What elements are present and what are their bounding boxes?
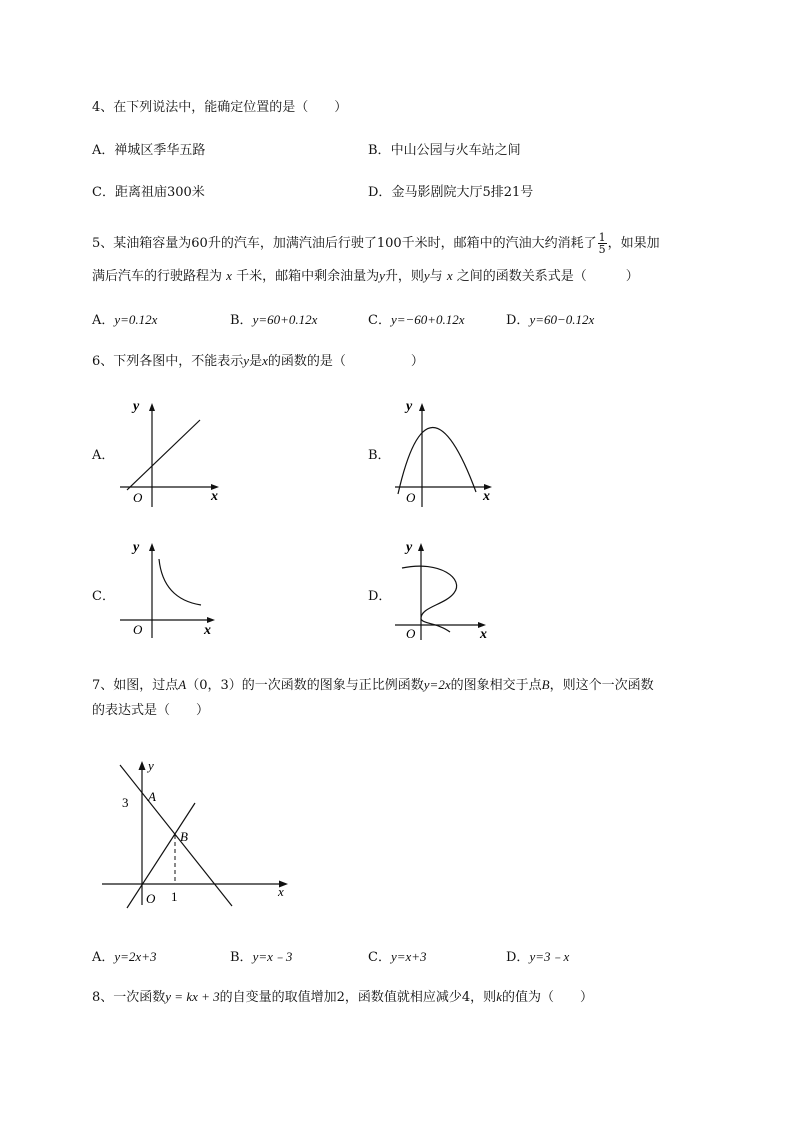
q8-text-b: 的自变量的取值增加2，函数值就相应减少4，则 — [219, 990, 497, 1005]
line-y-3-minus-x — [120, 765, 232, 906]
q5-option-c — [368, 311, 465, 330]
label-point-b: B — [180, 829, 188, 844]
q7-stem-line1 — [92, 676, 654, 695]
q7-text-c: 的图象相交于点 — [450, 678, 542, 693]
graph-a-label: A． — [92, 448, 115, 463]
q7-text-d: ，则这个一次函数 — [549, 678, 654, 693]
y-axis-arrow — [418, 543, 424, 551]
y-axis-arrow — [139, 761, 146, 770]
q5-option-a — [92, 311, 157, 330]
q7-text-a: 7、如图，过点 — [92, 678, 179, 693]
option-label: D． — [506, 950, 530, 965]
q5-text-d: 与 — [429, 269, 443, 284]
graph-c-hyperbola — [159, 559, 201, 605]
line-y-2x — [127, 803, 195, 908]
option-text: y=60+0.12x — [252, 312, 318, 327]
q7-stem-line2: 的表达式是（ ） — [92, 703, 210, 718]
fraction-denominator: 5 — [598, 243, 606, 256]
axis-label-x: x — [480, 627, 487, 642]
option-label: B． — [368, 143, 391, 158]
graph-c — [115, 535, 225, 640]
option-text: y=60−0.12x — [529, 312, 595, 327]
graph-a-line — [127, 420, 200, 490]
q5-stem-part1: 5、某油箱容量为60升的汽车，加满汽油后行驶了100千米时，邮箱中的汽油大约消耗了 — [92, 236, 597, 251]
q5-text-a: 满后汽车的行驶路程为 — [92, 269, 223, 284]
option-label: C． — [368, 313, 391, 328]
axis-label-x: x — [211, 489, 218, 504]
q4-option-a — [92, 142, 205, 160]
q4-stem: 4、在下列说法中，能确定位置的是（ ） — [92, 100, 348, 115]
q4-option-b — [368, 142, 521, 160]
var-y: y — [423, 268, 430, 283]
option-text: y=2x+3 — [114, 949, 157, 964]
var-k: k — [496, 989, 502, 1004]
q7-option-a — [92, 948, 156, 967]
q8-text-a: 8、一次函数 — [92, 990, 166, 1005]
option-text: 禅城区季华五路 — [114, 143, 206, 158]
option-text: y=x﹣3 — [252, 949, 293, 964]
q7-option-b — [230, 948, 292, 967]
graph-d-curve — [402, 566, 457, 632]
var-y: y — [243, 353, 250, 368]
option-label: D． — [506, 313, 530, 328]
origin-label: O — [406, 626, 416, 641]
q5-text-b: 千米，邮箱中剩余油量为 — [236, 269, 380, 284]
option-text: 距离祖庙300米 — [114, 185, 205, 200]
q8-stem — [92, 988, 593, 1007]
q4-option-c — [92, 184, 205, 202]
label-x: x — [278, 884, 284, 899]
option-text: 金马影剧院大厅5排21号 — [391, 185, 534, 200]
option-label: B． — [230, 313, 253, 328]
label-point-a: A — [148, 789, 156, 804]
q6-stem — [92, 352, 424, 371]
option-label: D． — [368, 185, 392, 200]
q7-option-d — [506, 948, 569, 967]
q5-stem-part2: ，如果加 — [607, 236, 660, 251]
option-label: A． — [92, 313, 115, 328]
var-y: y — [379, 268, 385, 283]
q6-text-c: 的函数的是（ ） — [267, 354, 424, 369]
y-axis-arrow — [419, 403, 425, 411]
option-text: y=3﹣x — [529, 949, 570, 964]
graph-c-label: C． — [92, 589, 115, 604]
axis-label-x: x — [483, 489, 490, 504]
y-axis-arrow — [149, 543, 155, 551]
graph-d — [390, 535, 500, 640]
graph-b — [390, 392, 500, 507]
option-text: y=x+3 — [390, 949, 427, 964]
var-x: x — [226, 268, 232, 283]
option-label: A． — [92, 143, 115, 158]
option-label: B． — [230, 950, 253, 965]
q5-stem-line1 — [92, 232, 660, 255]
origin-label: O — [133, 490, 143, 505]
q7-option-c — [368, 948, 427, 967]
axis-label-y: y — [133, 540, 140, 555]
graph-d-label: D． — [368, 589, 392, 604]
q7-func: y=2x — [423, 677, 451, 692]
axis-label-y: y — [406, 540, 413, 555]
axis-label-y: y — [406, 399, 413, 414]
q7-text-b: （0，3）的一次函数的图象与正比例函数 — [186, 678, 424, 693]
axis-label-x: x — [204, 623, 211, 638]
q8-text-c: 的值为（ ） — [501, 990, 593, 1005]
var-x: x — [446, 268, 453, 283]
option-text: 中山公园与火车站之间 — [390, 143, 521, 158]
fraction — [598, 232, 607, 255]
option-text: y=−60+0.12x — [390, 312, 465, 327]
option-label: A． — [92, 950, 115, 965]
label-3: 3 — [122, 795, 129, 810]
y-axis-arrow — [149, 403, 155, 411]
q4-option-d — [368, 184, 533, 202]
q8-func: y = kx + 3 — [165, 989, 220, 1004]
option-label: C． — [92, 185, 115, 200]
axis-label-y: y — [133, 399, 140, 414]
q6-text-b: 是 — [249, 354, 263, 369]
fraction-numerator: 1 — [598, 231, 606, 244]
q5-text-c: 升，则 — [384, 269, 424, 284]
label-y: y — [148, 758, 154, 773]
q5-stem-line2 — [92, 267, 639, 286]
var-x: x — [262, 353, 268, 368]
label-origin: O — [146, 891, 156, 906]
label-1: 1 — [171, 889, 178, 904]
q6-text-a: 6、下列各图中，不能表示 — [92, 354, 244, 369]
q5-text-e: 之间的函数关系式是（ ） — [456, 269, 639, 284]
option-label: C． — [368, 950, 391, 965]
origin-label: O — [133, 622, 143, 637]
point-b: B — [541, 677, 550, 692]
point-a: A — [178, 677, 187, 692]
option-text: y=0.12x — [114, 312, 158, 327]
graph-b-label: B． — [368, 448, 391, 463]
q5-option-b — [230, 311, 317, 330]
graph-b-parabola — [398, 427, 476, 494]
graph-a — [115, 392, 225, 507]
q7-figure — [100, 755, 300, 915]
q5-option-d — [506, 311, 594, 330]
origin-label: O — [406, 490, 416, 505]
